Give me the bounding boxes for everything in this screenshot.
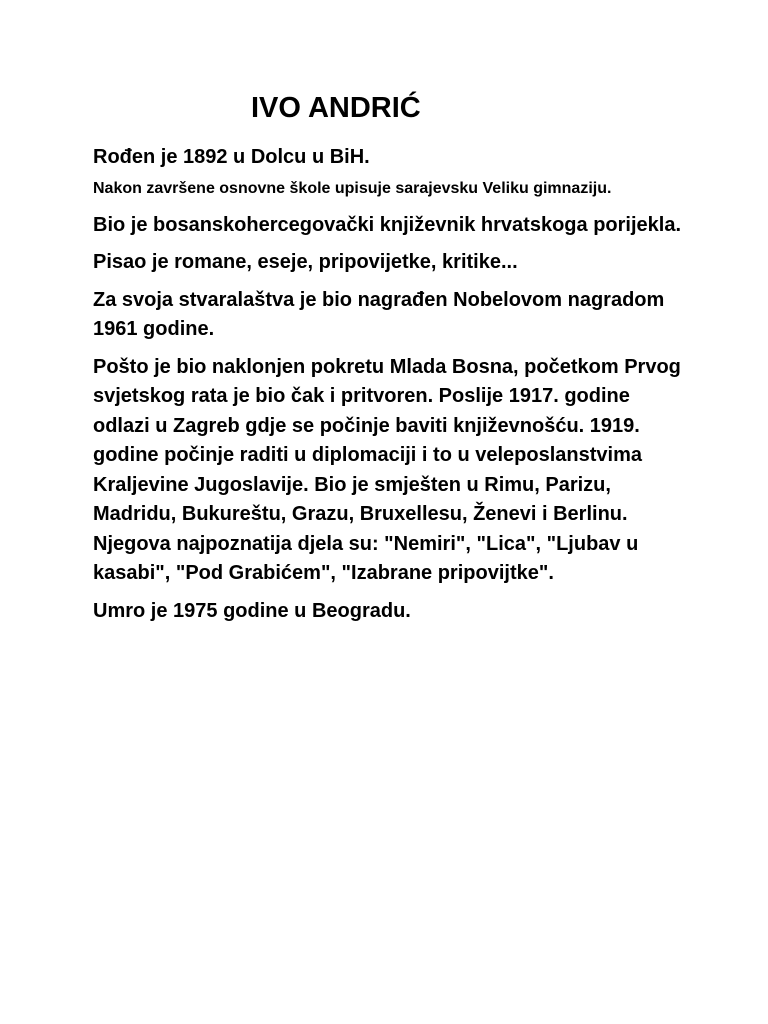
paragraph-birth: Rođen je 1892 u Dolcu u BiH. [93, 146, 370, 168]
page-title: IVO ANDRIĆ [251, 92, 421, 124]
paragraph-education: Nakon završene osnovne škole upisuje sarajevsku Veliku gimnaziju. [93, 179, 612, 197]
paragraph-origin: Bio je bosanskohercegovački književnik hrvatskoga porijekla. [93, 213, 682, 236]
document-body [93, 143, 683, 626]
paragraph-works: Pisao je romane, eseje, pripovijetke, kritike... [93, 251, 518, 273]
paragraph-biography: Pošto je bio naklonjen pokretu Mlada Bosna, početkom Prvog svjetskog rata je bio čak i pritvoren. Poslije 1917. godine odlazi u Zagreb gdje se počinje baviti književnošću. 1919. godine počinje raditi u diplomaciji i to u veleposlanstvima Kraljevine Jugoslavije. Bio je smješten u Rimu, Parizu, Madridu, Bukureštu, Grazu, Bruxellesu, Ženevi i Berlinu. Njegova najpoznatija djela su: "Nemiri", "Lica", "Ljubav u kasabi", "Pod Grabićem", "Izabrane pripovijtke". [93, 355, 681, 584]
paragraph-nobel: Za svoja stvaralaštva je bio nagrađen Nobelovom nagradom 1961 godine. [93, 288, 665, 340]
paragraph-death: Umro je 1975 godine u Beogradu. [93, 599, 411, 622]
